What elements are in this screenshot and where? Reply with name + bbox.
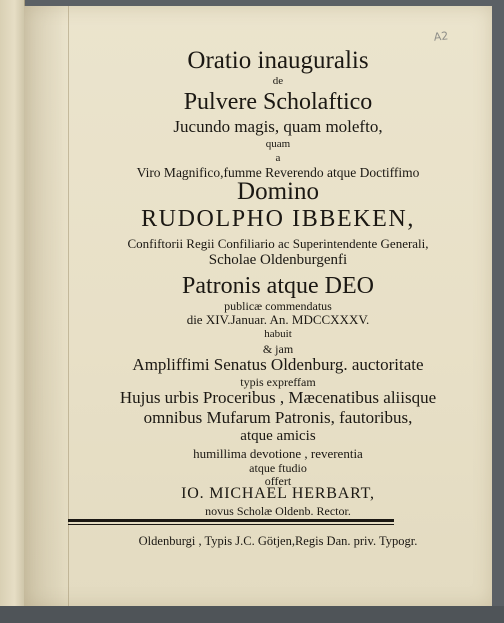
author-name: IO. MICHAEL HERBART, xyxy=(181,485,375,502)
gutter-fold xyxy=(24,6,69,606)
line-de: de xyxy=(272,75,284,87)
line-domino: Domino xyxy=(237,178,319,205)
imprint: Oldenburgi , Typis J.C. Götjen,Regis Dan. priv. Typogr. xyxy=(138,534,418,548)
line-habuit: habuit xyxy=(264,328,292,340)
line-typis: typis expreffam xyxy=(240,375,316,389)
line-hujus: Hujus urbis Proceribus , Mæcenatibus aliisque xyxy=(119,388,437,407)
line-date: die XIV.Januar. An. MDCCXXXV. xyxy=(186,312,370,327)
pencil-annotation: A2 xyxy=(433,29,449,44)
divider-rule-thin xyxy=(68,524,394,525)
line-et-jam: & jam xyxy=(262,342,294,356)
line-atque-studio: atque ftudio xyxy=(249,461,307,475)
line-patronis: Patronis atque DEO xyxy=(182,273,374,299)
title-line-oratio: Oratio inauguralis xyxy=(187,47,369,74)
line-amplissimi: Ampliffimi Senatus Oldenburg. auctoritate xyxy=(132,355,424,374)
line-humillima: humillima devotione , reverentia xyxy=(193,446,363,461)
line-omnibus: omnibus Mufarum Patronis, fautoribus, xyxy=(143,408,413,427)
line-a: a xyxy=(275,152,281,164)
line-atque-amicis: atque amicis xyxy=(240,428,316,444)
line-rudolpho-ibbeken: RUDOLPHO IBBEKEN, xyxy=(141,206,415,232)
line-quam: quam xyxy=(265,138,291,150)
line-publicae: publicæ commendatus xyxy=(224,299,332,313)
line-offert: offert xyxy=(264,474,292,488)
author-title: novus Scholæ Oldenb. Rector. xyxy=(205,504,351,518)
title-page xyxy=(24,6,492,606)
line-confistorii: Confiftorii Regii Confiliario ac Superintendente Generali, xyxy=(127,236,429,251)
line-jucundo: Jucundo magis, quam molefto, xyxy=(173,117,383,136)
title-line-pulvere: Pulvere Scholaftico xyxy=(183,89,373,115)
scanner-edge xyxy=(0,606,504,623)
line-viro-magnifico: Viro Magnifico,fumme Reverendo atque Doctiffimo xyxy=(136,165,420,180)
line-scholae: Scholae Oldenburgenfi xyxy=(208,252,348,268)
facing-page-edge xyxy=(0,0,25,606)
divider-rule-thick xyxy=(68,519,394,522)
